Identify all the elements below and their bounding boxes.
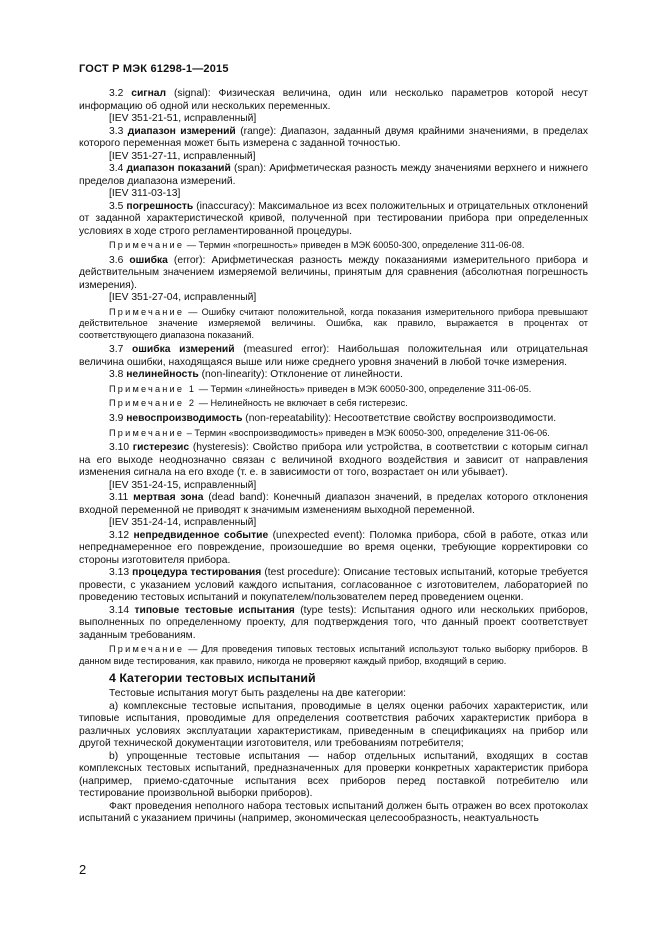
definition-paragraph [79,413,588,426]
definition-paragraph [79,163,588,188]
note-label: Примечание 1 [109,383,197,394]
paragraph-text: (type tests): Испытания одного или нескольких приборов, выполненных по определенному проекту, для подтверждения того, что данный проект соответствует заданным требованиям. [79,604,589,641]
definition-paragraph [79,369,588,382]
paragraph-text: Факт проведения неполного набора тестовых испытаний должен быть отражен во всех протоколах испытаний с указанием причины (например, экономическая целесообразность, неактуальность [79,800,588,825]
iev-reference: [IEV 351-27-11, исправленный] [109,150,256,162]
page-number: 2 [79,862,87,877]
paragraph-text: (inaccuracy): Максимальное из всех положительных и отрицательных отклонений от заданной характеристической кривой, полученной при тестировании прибора при определенных условиях в ходе строго регламентированной процедуры. [79,200,588,237]
note-label: Примечание [109,644,185,655]
clause-number: 3.3 [109,125,128,137]
paragraph-text: (span): Арифметическая разность между значениями верхнего и нижнего пределов диапазона измерений. [79,163,589,187]
defined-term: типовые тестовые испытания [134,604,295,616]
defined-term: мертвая зона [133,492,204,504]
defined-term: ошибка [129,254,168,266]
defined-term: непредвиденное событие [133,529,269,541]
defined-term: сигнал [131,88,167,99]
note-label: Примечание [109,427,185,438]
note [79,307,588,342]
defined-term: невоспроизводимость [126,413,243,425]
definition-paragraph [79,88,588,113]
defined-term: диапазон показаний [126,163,231,174]
definition-paragraph [79,492,588,517]
paragraph-text: (hysteresis): Свойство прибора или устройства, в соответствии с которым сигнал на его выходе неоднозначно связан с величиной входного воздействия и зависит от направления изменения сигнала на его входе (т. е. в зависимости от того, возрастает он или убывает). [79,442,588,479]
defined-term: нелинейность [126,369,199,381]
paragraph-text: (non-repeatability): Несоответствие свойству воспроизводимости. [242,413,557,425]
paragraph-text: (unexpected event): Поломка прибора, сбой в работе, отказ или непреднамеренное его повреждение, произошедшие во время оценки, требующие корректировки со стороны изготовителя прибора. [79,529,588,566]
note-label: Примечание [109,306,185,317]
clause-number: 3.11 [109,492,134,504]
paragraph [79,751,588,801]
clause-number: 3.2 [109,88,132,99]
paragraph [79,688,588,701]
paragraph-text: (non-linearity): Отклонение от линейности. [198,369,403,381]
iev-reference: [IEV 351-27-04, исправленный] [109,292,257,304]
definition-paragraph [79,201,588,239]
clause-number: 3.8 [109,369,127,381]
clause-number: 3.9 [109,413,127,425]
paragraph [79,801,588,826]
paragraph-text: a) комплексные тестовые испытания, проводимые в целях оценки рабочих характеристик, или типовые испытания, проводимые для определения соответствия рабочих характеристик прибора в различных условиях эксплуатации характеристикам, приведенным в спецификациях на прибор или другой технической документации изготовителя, или требованиям потребителя; [79,700,588,750]
clause-number: 3.14 [109,604,135,616]
note [79,428,588,440]
defined-term: ошибка измерений [132,344,235,356]
note-text: — Для проведения типовых тестовых испытаний используют только выборку приборов. В данном виде тестирования, как правило, никогда не проверяют каждый прибор, входящий в серию. [79,644,588,666]
paragraph-text: (range): Диапазон, заданный двумя крайними значениями, в пределах которого переменная может быть измерена с заданной точностью. [79,125,589,149]
note [79,384,588,396]
definition-paragraph [79,530,588,568]
paragraph-text: (measured error): Наибольшая положительная или отрицательная величина ошибки, находящаяся выше или ниже среднего уровня значений в любой точке измерения. [79,344,588,368]
clause-number: 3.4 [109,163,127,174]
note-text: — Нелинейность не включает в себя гистерезис. [196,398,408,409]
defined-term: диапазон измерений [127,125,236,137]
note-text: — Термин «линейность» приведен в МЭК 60050-300, определение 311-06-05. [196,383,532,394]
note [79,398,588,410]
paragraph-text: (error): Арифметическая разность между показаниями измерительного прибора и действительным значением измеряемой величины, принятым для сравнения (абсолютная погрешность измерения). [79,254,588,291]
note-text: — Ошибку считают положительной, когда показания измерительного прибора превышают действительное значение измеряемой величины. Ошибка, как правило, выражается в процентах от соответствующего диапазона показаний. [79,306,588,340]
clause-number: 3.7 [109,344,133,356]
defined-term: процедура тестирования [132,567,262,579]
clause-number: 3.6 [109,254,130,266]
paragraph-text: b) упрощенные тестовые испытания — набор отдельных испытаний, входящих в состав комплексных тестовых испытаний, предназначенных для проверки конкретных характеристик прибора (например, приемо-сдаточные испытания всех приборов перед поставкой потребителю или тестирование произвольной выборки приборов). [79,750,588,800]
defined-term: погрешность [126,200,194,212]
note-text: — Термин «погрешность» приведен в МЭК 60050-300, определение 311-06-08. [184,240,525,250]
document-body [79,88,588,826]
clause-number: 3.5 [109,200,127,212]
definition-paragraph [79,605,588,643]
clause-number: 3.13 [109,567,133,579]
note [79,240,588,252]
page-header: ГОСТ Р МЭК 61298-1—2015 [79,63,229,75]
clause-number: 3.10 [109,442,133,454]
paragraph-text: (test procedure): Описание тестовых испытаний, которые требуется провести, с указанием условий каждого испытания, согласованное с изготовителем, лабораторией по проведению тестовых испытаний и покупателем/пользователем перед проведением оценки. [79,567,588,604]
definition-paragraph [79,126,588,151]
clause-number: 3.12 [109,529,134,541]
iev-reference: [IEV 351-24-15, исправленный] [109,479,257,491]
note-label: Примечание 2 [109,398,197,409]
paragraph-text: Тестовые испытания могут быть разделены на две категории: [109,688,407,700]
iev-reference: [IEV 351-21-51, исправленный] [109,113,257,124]
definition-paragraph [79,255,588,293]
note-label: Примечание [109,240,185,250]
section-heading: 4 Категории тестовых испытаний [109,671,316,686]
iev-reference: [IEV 351-24-14, исправленный] [109,517,257,529]
definition-paragraph [79,344,588,369]
definition-paragraph [79,567,588,605]
iev-reference: [IEV 311-03-13] [109,188,181,199]
paragraph-text: (dead band): Конечный диапазон значений, в пределах которого отклонения входной переменной не приводят к значимым изменениям выходной переменной. [79,492,588,516]
definition-paragraph [79,442,588,480]
paragraph-text: (signal): Физическая величина, один или несколько параметров которой несут информацию об одной или нескольких переменных. [79,88,588,112]
note-text: – Термин «воспроизводимость» приведен в МЭК 60050-300, определение 311-06-06. [184,427,550,438]
note [79,644,588,667]
paragraph [79,701,588,751]
defined-term: гистерезис [132,442,190,454]
